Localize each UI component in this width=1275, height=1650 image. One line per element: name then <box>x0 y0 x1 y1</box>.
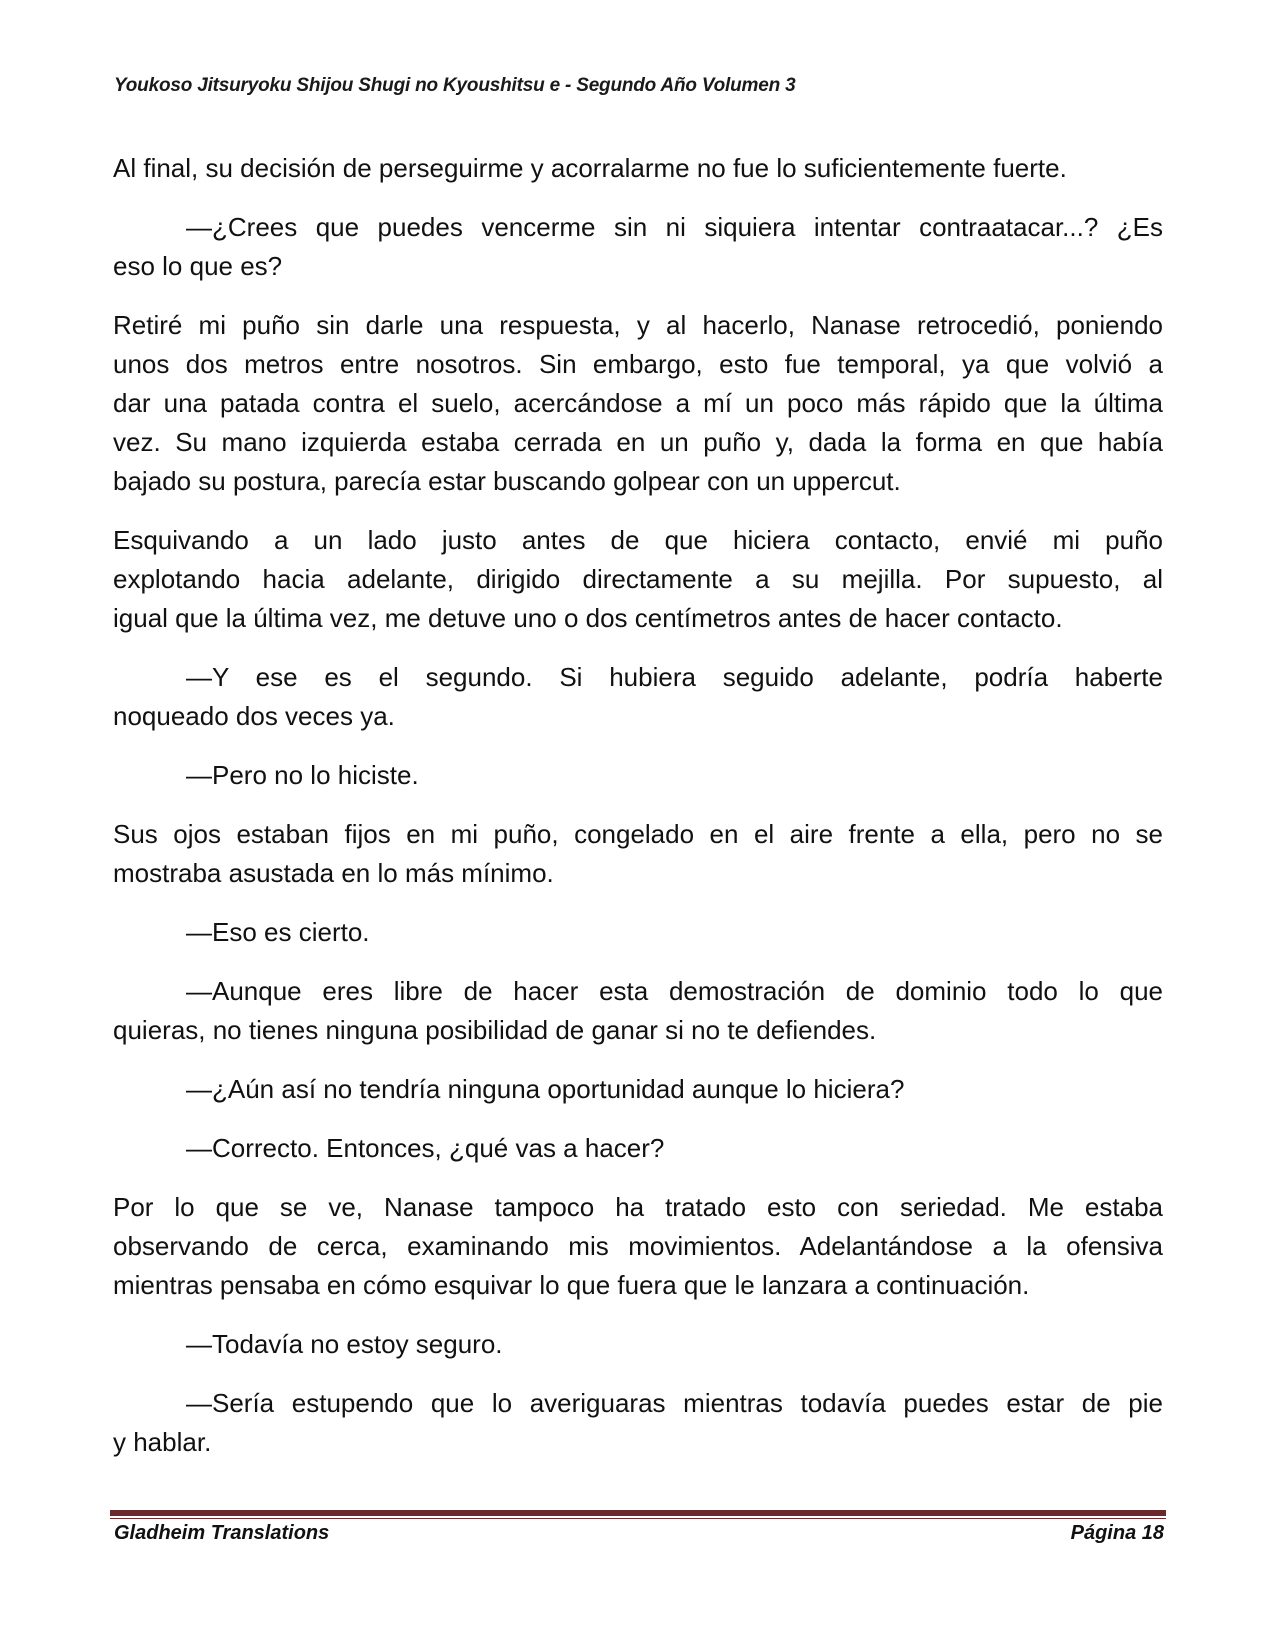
footer-page-number: Página 18 <box>1070 1522 1164 1544</box>
text-line: Por lo que se ve, Nanase tampoco ha tratado esto con seriedad. Me estaba <box>113 1192 1163 1222</box>
text-line: eso lo que es? <box>113 251 283 281</box>
dialogue-paragraph <box>113 972 1163 1050</box>
text-line: mientras pensaba en cómo esquivar lo que fuera que le lanzara a continuación. <box>113 1270 1030 1300</box>
text-line: —Sería estupendo que lo averiguaras mientras todavía puedes estar de pie <box>186 1388 1163 1418</box>
text-line: —Pero no lo hiciste. <box>186 760 419 790</box>
text-line: unos dos metros entre nosotros. Sin embargo, esto fue temporal, ya que volvió a <box>113 349 1163 379</box>
page-header-title: Youkoso Jitsuryoku Shijou Shugi no Kyoushitsu e - Segundo Año Volumen 3 <box>114 75 796 96</box>
text-line: Retiré mi puño sin darle una respuesta, y al hacerlo, Nanase retrocedió, poniendo <box>113 310 1163 340</box>
text-line: Al final, su decisión de perseguirme y acorralarme no fue lo suficientemente fuerte. <box>113 153 1067 183</box>
narration-paragraph <box>113 149 1163 188</box>
text-line: noqueado dos veces ya. <box>113 701 395 731</box>
dialogue-paragraph <box>113 1070 1163 1109</box>
text-line: —Todavía no estoy seguro. <box>186 1329 503 1359</box>
text-line: —Y ese es el segundo. Si hubiera seguido adelante, podría haberte <box>186 662 1163 692</box>
text-line: observando de cerca, examinando mis movimientos. Adelantándose a la ofensiva <box>113 1231 1163 1261</box>
footer-rule-thick <box>110 1510 1166 1516</box>
text-line: —¿Crees que puedes vencerme sin ni siquiera intentar contraatacar...? ¿Es <box>186 212 1163 242</box>
document-body <box>113 149 1163 1482</box>
dialogue-paragraph <box>113 1325 1163 1364</box>
text-line: dar una patada contra el suelo, acercándose a mí un poco más rápido que la última <box>113 388 1163 418</box>
footer-translator: Gladheim Translations <box>114 1522 330 1544</box>
narration-paragraph <box>113 1188 1163 1305</box>
footer-rule-thin <box>110 1518 1166 1519</box>
dialogue-paragraph <box>113 913 1163 952</box>
text-line: —Eso es cierto. <box>186 917 370 947</box>
text-line: —Aunque eres libre de hacer esta demostración de dominio todo lo que <box>186 976 1163 1006</box>
dialogue-paragraph <box>113 1384 1163 1462</box>
text-line: Sus ojos estaban fijos en mi puño, congelado en el aire frente a ella, pero no se <box>113 819 1163 849</box>
dialogue-paragraph <box>113 208 1163 286</box>
narration-paragraph <box>113 306 1163 501</box>
text-line: quieras, no tienes ninguna posibilidad de ganar si no te defiendes. <box>113 1015 877 1045</box>
dialogue-paragraph <box>113 756 1163 795</box>
text-line: explotando hacia adelante, dirigido directamente a su mejilla. Por supuesto, al <box>113 564 1163 594</box>
dialogue-paragraph <box>113 658 1163 736</box>
text-line: mostraba asustada en lo más mínimo. <box>113 858 554 888</box>
text-line: bajado su postura, parecía estar buscando golpear con un uppercut. <box>113 466 901 496</box>
narration-paragraph <box>113 815 1163 893</box>
text-line: igual que la última vez, me detuve uno o dos centímetros antes de hacer contacto. <box>113 603 1063 633</box>
text-line: Esquivando a un lado justo antes de que hiciera contacto, envié mi puño <box>113 525 1163 555</box>
narration-paragraph <box>113 521 1163 638</box>
text-line: vez. Su mano izquierda estaba cerrada en un puño y, dada la forma en que había <box>113 427 1163 457</box>
text-line: y hablar. <box>113 1427 212 1457</box>
text-line: —¿Aún así no tendría ninguna oportunidad aunque lo hiciera? <box>186 1074 905 1104</box>
footer-divider <box>110 1510 1166 1519</box>
text-line: —Correcto. Entonces, ¿qué vas a hacer? <box>186 1133 665 1163</box>
dialogue-paragraph <box>113 1129 1163 1168</box>
